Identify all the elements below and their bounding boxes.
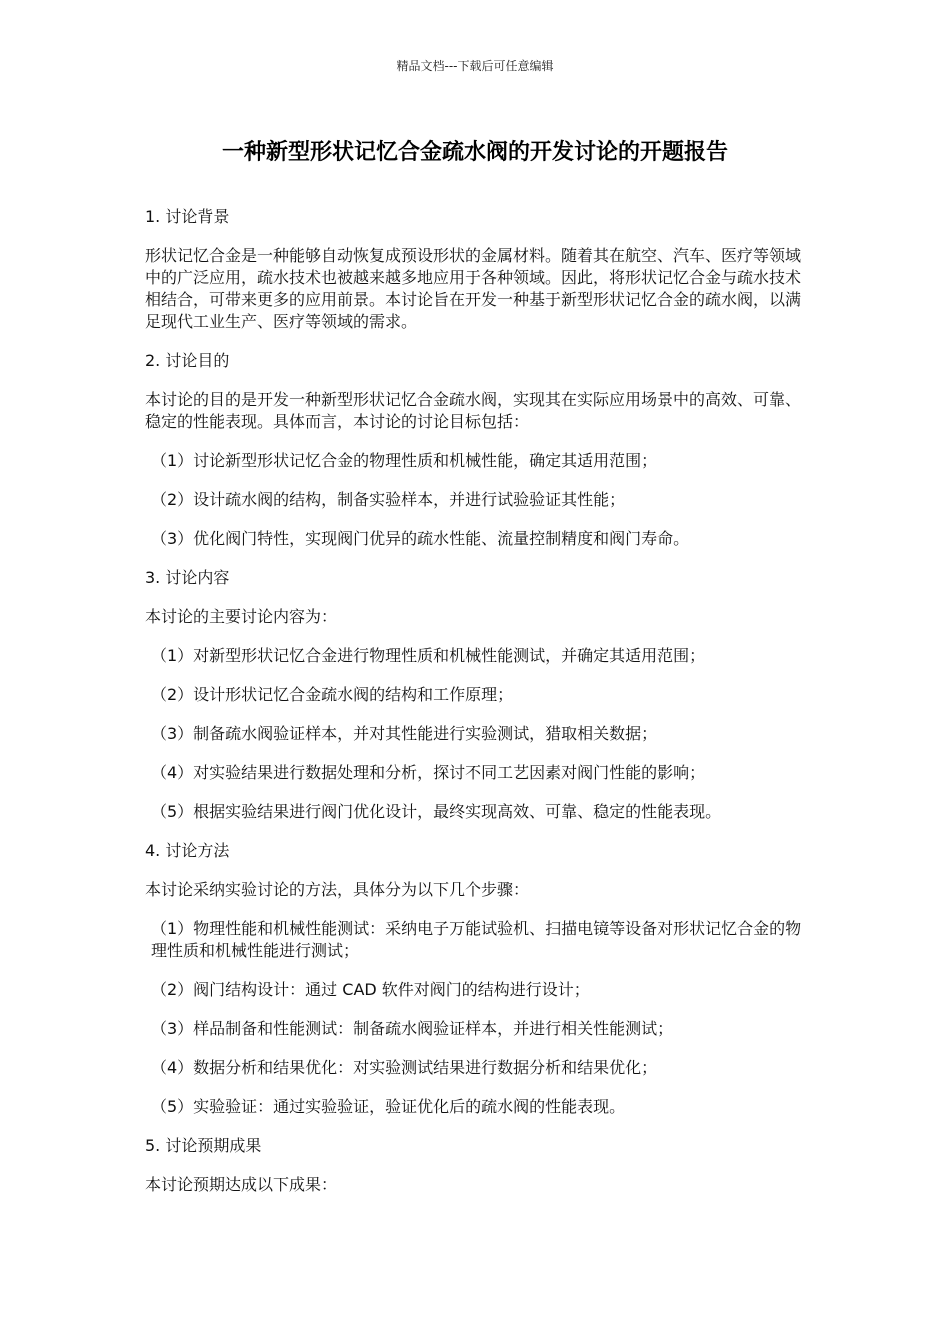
paragraph: 形状记忆合金是一种能够自动恢复成预设形状的金属材料。随着其在航空、汽车、医疗等领域中的广泛应用，疏水技术也被越来越多地应用于各种领域。因此，将形状记忆合金与疏水技术相结合，可带来更多的应用前景。本讨论旨在开发一种基于新型形状记忆合金的疏水阀，以满足现代工业生产、医疗等领域的需求。 — [145, 246, 802, 331]
section-heading: 3. 讨论内容 — [145, 568, 230, 587]
page-header: 精品文档---下载后可任意编辑 — [396, 59, 554, 73]
list-item: （2）设计疏水阀的结构，制备实验样本，并进行试验验证其性能； — [151, 490, 626, 509]
list-item: （1）物理性能和机械性能测试：采纳电子万能试验机、扫描电镜等设备对形状记忆合金的物理性质和机械性能进行测试； — [151, 919, 802, 960]
document-body — [145, 206, 809, 1213]
list-item: （1）讨论新型形状记忆合金的物理性质和机械性能，确定其适用范围； — [151, 451, 658, 470]
section-heading: 2. 讨论目的 — [145, 351, 230, 370]
paragraph: 本讨论的主要讨论内容为： — [145, 607, 338, 626]
paragraph: 本讨论采纳实验讨论的方法，具体分为以下几个步骤： — [145, 880, 530, 899]
list-item: （5）实验验证：通过实验验证，验证优化后的疏水阀的性能表现。 — [151, 1097, 626, 1116]
document-title: 一种新型形状记忆合金疏水阀的开发讨论的开题报告 — [221, 140, 728, 165]
list-item: （3）优化阀门特性，实现阀门优异的疏水性能、流量控制精度和阀门寿命。 — [151, 529, 690, 548]
list-item: （2）设计形状记忆合金疏水阀的结构和工作原理； — [151, 685, 514, 704]
section-heading: 5. 讨论预期成果 — [145, 1136, 262, 1155]
list-item: （1）对新型形状记忆合金进行物理性质和机械性能测试，并确定其适用范围； — [151, 646, 706, 665]
list-item: （3）制备疏水阀验证样本，并对其性能进行实验测试，猎取相关数据； — [151, 724, 658, 743]
paragraph: 本讨论预期达成以下成果： — [145, 1175, 338, 1194]
list-item: （5）根据实验结果进行阀门优化设计，最终实现高效、可靠、稳定的性能表现。 — [151, 802, 722, 821]
list-item: （4）对实验结果进行数据处理和分析，探讨不同工艺因素对阀门性能的影响； — [151, 763, 706, 782]
list-item: （4）数据分析和结果优化：对实验测试结果进行数据分析和结果优化； — [151, 1058, 658, 1077]
paragraph: 本讨论的目的是开发一种新型形状记忆合金疏水阀，实现其在实际应用场景中的高效、可靠、稳定的性能表现。具体而言，本讨论的讨论目标包括： — [145, 390, 802, 431]
list-item: （2）阀门结构设计：通过 CAD 软件对阀门的结构进行设计； — [151, 980, 590, 999]
list-item: （3）样品制备和性能测试：制备疏水阀验证样本，并进行相关性能测试； — [151, 1019, 674, 1038]
section-heading: 1. 讨论背景 — [145, 207, 230, 226]
section-heading: 4. 讨论方法 — [145, 841, 230, 860]
